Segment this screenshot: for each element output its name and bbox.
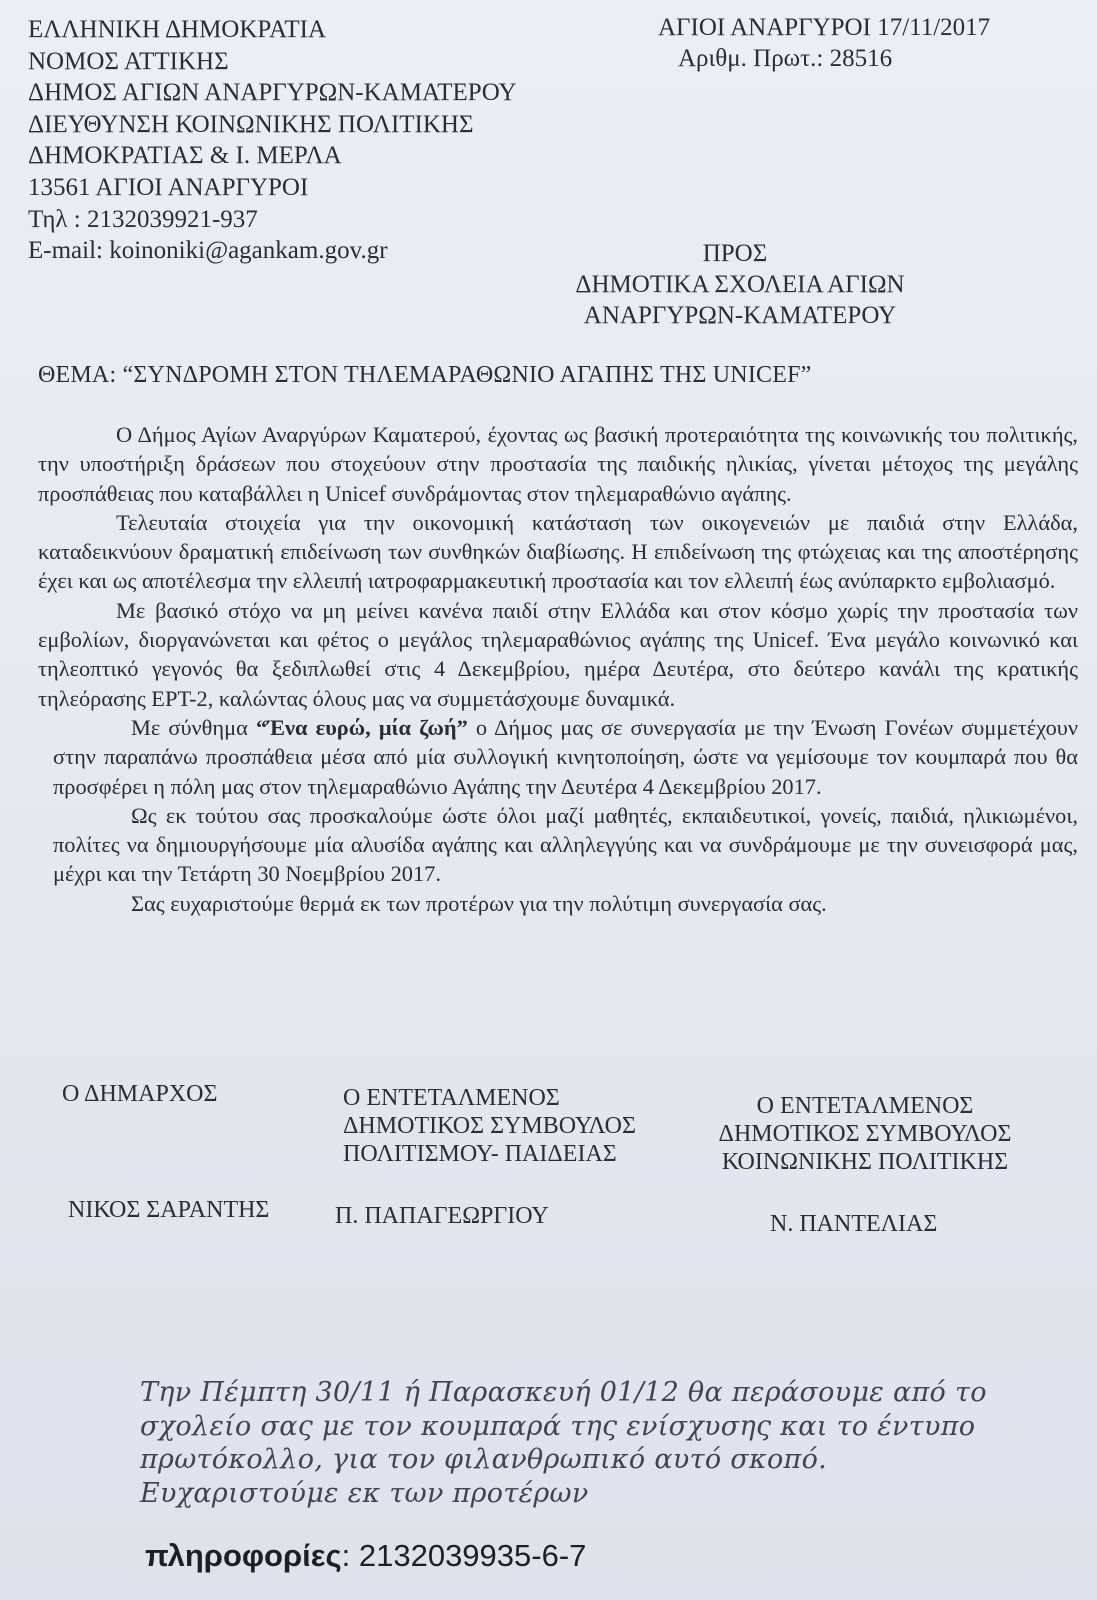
motto: “Ένα ευρώ, μία ζωή” — [255, 714, 468, 740]
note-line: Την Πέμπτη 30/11 ή Παρασκευή 01/12 θα περάσουμε από το — [140, 1377, 987, 1408]
handwritten-note — [140, 1376, 987, 1510]
place-date: ΑΓΙΟΙ ΑΝΑΡΓΥΡΟΙ 17/11/2017 — [658, 14, 991, 41]
recipient-line-2: ΑΝΑΡΓΥΡΩΝ-ΚΑΜΑΤΕΡΟΥ — [583, 302, 897, 329]
sender-block — [28, 14, 517, 267]
signature-mayor — [62, 1080, 270, 1223]
body-paragraph: Ως εκ τούτου σας προσκαλούμε ώστε όλοι μαζί μαθητές, εκπαιδευτικοί, γονείς, παιδιά, ηλικιωμένοι, πολίτες να δημιουργήσουμε μία αλυσίδα αγάπης και αλληλεγγύης και να συνδράμουμε με την συνεισφορά μας, μέχρι και την Τετάρτη 30 Νοεμβρίου 2017. — [53, 802, 1078, 887]
info-separator: : — [341, 1538, 351, 1573]
signature-title: ΚΟΙΝΩΝΙΚΗΣ ΠΟΛΙΤΙΚΗΣ — [721, 1149, 1009, 1175]
sender-line-email: E-mail: koinoniki@agankam.gov.gr — [28, 237, 388, 265]
signature-title: ΔΗΜΟΤΙΚΟΣ ΣΥΜΒΟΥΛΟΣ — [343, 1113, 636, 1139]
signature-title: ΔΗΜΟΤΙΚΟΣ ΣΥΜΒΟΥΛΟΣ — [718, 1121, 1012, 1147]
signature-title: Ο ΔΗΜΑΡΧΟΣ — [62, 1081, 218, 1107]
signature-social-councillor — [700, 1092, 1030, 1237]
sender-line-country: ΕΛΛΗΝΙΚΗ ΔΗΜΟΚΡΑΤΙΑ — [28, 16, 326, 43]
signature-title: Ο ΕΝΤΕΤΑΛΜΕΝΟΣ — [343, 1085, 560, 1111]
signature-title: Ο ΕΝΤΕΤΑΛΜΕΝΟΣ — [756, 1093, 974, 1119]
body-paragraph — [53, 713, 1078, 801]
closing-thanks: Σας ευχαριστούμε θερμά εκ των προτέρων για την πολύτιμη συνεργασία σας. — [131, 890, 827, 916]
body-paragraph: Ο Δήμος Αγίων Αναργύρων Καματερού, έχοντας ως βασική προτεραιότητα της κοινωνικής του πολιτικής, την υποστήριξη δράσεων που στοχεύουν στην προστασία της παιδικής ηλικίας, γίνεται μέτοχος της μεγάλης προσπάθειας που καταβάλλει η Unicef συνδράμοντας στον τηλεμαραθώνιο αγάπης. — [38, 422, 1078, 506]
motto-intro: Με σύνθημα — [131, 714, 256, 740]
info-phone: 2132039935-6-7 — [350, 1538, 587, 1573]
sender-line-department: ΔΙΕΥΘΥΝΣΗ ΚΟΙΝΩΝΙΚΗΣ ΠΟΛΙΤΙΚΗΣ — [28, 110, 474, 138]
sender-line-prefecture: ΝΟΜΟΣ ΑΤΤΙΚΗΣ — [28, 47, 229, 75]
subject-line: ΘΕΜΑ: “ΣΥΝΔΡΟΜΗ ΣΤΟΝ ΤΗΛΕΜΑΡΑΘΩΝΙΟ ΑΓΑΠΗΣ ΤΗΣ UNICEF” — [38, 362, 812, 388]
recipient-line-1: ΔΗΜΟΤΙΚΑ ΣΧΟΛΕΙΑ ΑΓΙΩΝ — [575, 271, 905, 298]
signatory-name: ΝΙΚΟΣ ΣΑΡΑΝΤΗΣ — [68, 1197, 270, 1223]
note-line: σχολείο σας με τον κουμπαρά της ενίσχυσης και το έντυπο — [140, 1410, 976, 1442]
motto-continuation: ο Δήμος μας σε συνεργασία με την Ένωση Γονέων συμμετέχουν στην παραπάνω προσπάθεια μέσα από μία συλλογική κινητοποίηση, ώστε να γεμίσουμε τον κουμπαρά που θα προσφέρει η πόλη μας στον τηλεμαραθώνιο Αγάπης την Δευτέρα 4 Δεκεμβρίου 2017. — [53, 714, 1079, 799]
signature-block — [0, 1080, 1097, 1250]
signatory-name: Ν. ΠΑΝΤΕΛΙΑΣ — [770, 1211, 938, 1237]
body-paragraph: Τελευταία στοιχεία για την οικονομική κατάσταση των οικογενειών με παιδιά στην Ελλάδα, καταδεικνύουν δραματική επιδείνωση των συνθηκών διαβίωσης. Η επιδείνωση της φτώχειας και της αποστέρησης έχει και ως αποτέλεσμα την ελλειπή ιατροφαρμακευτική προστασία και τον ελλειπή έως ανύπαρκτο εμβολιασμό. — [38, 509, 1078, 594]
signatory-name: Π. ΠΑΠΑΓΕΩΡΓΙΟΥ — [335, 1203, 549, 1229]
sender-line-municipality: ΔΗΜΟΣ ΑΓΙΩΝ ΑΝΑΡΓΥΡΩΝ-ΚΑΜΑΤΕΡΟΥ — [28, 79, 517, 107]
sender-line-street: ΔΗΜΟΚΡΑΤΙΑΣ & Ι. ΜΕΡΛΑ — [28, 142, 342, 170]
body-paragraph: Με βασικό στόχο να μη μείνει κανένα παιδί στην Ελλάδα και στον κόσμο χωρίς την προστασία των εμβολίων, διοργανώνεται και φέτος ο μεγάλος τηλεμαραθώνιος αγάπης της Unicef. Ένα μεγάλο κοινωνικό και τηλεοπτικό γεγονός θα ξεδιπλωθεί στις 4 Δεκεμβρίου, ημέρα Δευτέρα, στο δεύτερο κανάλι της κρατικής τηλεόρασης ΕΡΤ-2, καλώντας όλους μας να συμμετάσχουμε δυναμικά. — [38, 597, 1078, 711]
info-label: πληροφορίες — [145, 1538, 342, 1573]
signature-title: ΠΟΛΙΤΙΣΜΟΥ- ΠΑΙΔΕΙΑΣ — [343, 1141, 617, 1167]
sender-line-phone: Τηλ : 2132039921-937 — [28, 205, 258, 233]
signature-culture-councillor — [335, 1084, 636, 1229]
recipient-block — [540, 238, 940, 331]
recipient-label: ΠΡΟΣ — [702, 240, 768, 267]
note-line: πρωτόκολλο, για τον φιλανθρωπικό αυτό σκοπό. — [140, 1444, 828, 1475]
protocol-number: Αριθμ. Πρωτ.: 28516 — [678, 45, 893, 72]
contact-info — [145, 1538, 586, 1574]
letter-body — [38, 420, 1078, 918]
sender-line-postcode: 13561 ΑΓΙΟΙ ΑΝΑΡΓΥΡΟΙ — [28, 173, 309, 201]
note-line: Ευχαριστούμε εκ των προτέρων — [140, 1477, 589, 1509]
dateline-block — [658, 12, 990, 74]
